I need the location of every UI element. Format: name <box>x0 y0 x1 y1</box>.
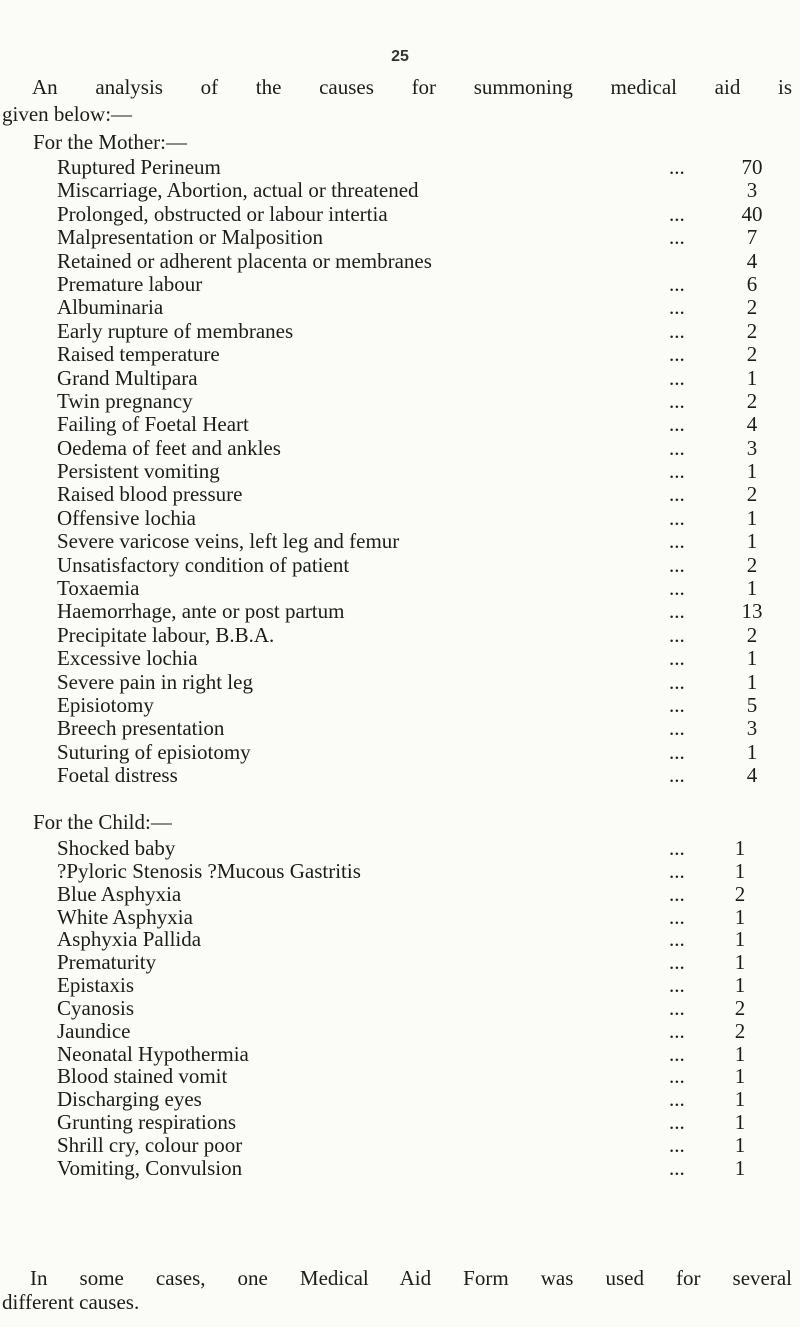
mother-cause-row <box>57 179 772 202</box>
child-cause-row: Shocked baby ... 1 <box>57 837 772 860</box>
child-section-heading: For the Child:— <box>33 810 172 834</box>
cause-label: Persistent vomiting <box>57 459 220 484</box>
child-cause-row: ?Pyloric Stenosis ?Mucous Gastritis ... 1 <box>57 860 772 883</box>
cause-count: 1 <box>734 973 746 998</box>
cause-count: 5 <box>746 692 758 717</box>
cause-label: Neonatal Hypothermia <box>57 1041 249 1066</box>
cause-label: Retained or adherent placenta or membranes <box>57 248 432 273</box>
cause-label: Twin pregnancy <box>57 388 193 413</box>
cause-count: 1 <box>746 576 758 601</box>
cause-label: Failing of Foetal Heart <box>57 412 249 437</box>
mother-cause-row: Precipitate labour, B.B.A. ... 2 <box>57 624 772 647</box>
cause-count: 1 <box>734 927 746 952</box>
cause-label: Breech presentation <box>57 716 225 741</box>
cause-label: Premature labour <box>57 271 203 296</box>
cause-label: Albuminaria <box>57 295 164 320</box>
cause-label: Shocked baby <box>57 836 176 860</box>
cause-count: 1 <box>746 459 758 484</box>
cause-label: Epistaxis <box>57 973 134 998</box>
cause-label: Severe pain in right leg <box>57 669 253 694</box>
mother-section-heading: For the Mother:— <box>33 130 187 154</box>
cause-label: Grunting respirations <box>57 1110 237 1135</box>
mother-cause-row: Episiotomy ... 5 <box>57 694 772 717</box>
cause-count: 2 <box>734 995 746 1020</box>
note-line-2: different causes. <box>2 1290 140 1314</box>
cause-count: 3 <box>746 435 758 460</box>
note-line-1: In some cases, one Medical Aid Form was used for several <box>30 1266 792 1290</box>
cause-label: Vomiting, Convulsion <box>57 1155 243 1180</box>
cause-count: 2 <box>734 1018 746 1043</box>
mother-cause-row: Suturing of episiotomy ... 1 <box>57 741 772 764</box>
cause-label: Toxaemia <box>57 576 140 601</box>
cause-count: 1 <box>734 904 746 929</box>
mother-cause-row: Raised blood pressure ... 2 <box>57 483 772 506</box>
mother-cause-row: Toxaemia ... 1 <box>57 577 772 600</box>
cause-label: Raised temperature <box>57 342 220 367</box>
child-cause-row: Shrill cry, colour poor ... 1 <box>57 1134 772 1157</box>
child-cause-row: Asphyxia Pallida ... 1 <box>57 928 772 951</box>
mother-cause-row: Excessive lochia ... 1 <box>57 647 772 670</box>
child-cause-row: Cyanosis ... 2 <box>57 997 772 1020</box>
cause-label: Haemorrhage, ante or post partum <box>57 599 345 624</box>
cause-count: 1 <box>746 505 758 530</box>
cause-count: 40 <box>741 201 763 226</box>
mother-cause-row: Failing of Foetal Heart ... 4 <box>57 413 772 436</box>
footnote-paragraph <box>2 1266 792 1314</box>
cause-count: 1 <box>734 1087 746 1112</box>
cause-count: 1 <box>734 1064 746 1089</box>
mother-cause-row: Grand Multipara ... 1 <box>57 367 772 390</box>
child-cause-row: Grunting respirations ... 1 <box>57 1111 772 1134</box>
mother-cause-row: Early rupture of membranes ... 2 <box>57 320 772 343</box>
cause-label: Episiotomy <box>57 692 154 717</box>
cause-label: White Asphyxia <box>57 904 193 929</box>
cause-count: 13 <box>741 599 763 624</box>
cause-label: Cyanosis <box>57 995 135 1020</box>
cause-count: 3 <box>746 716 758 741</box>
cause-count: 7 <box>746 225 758 250</box>
intro-line-1: An analysis of the causes for summoning medical aid is <box>32 75 792 99</box>
cause-count: 1 <box>734 1132 746 1157</box>
cause-count: 2 <box>734 881 746 906</box>
mother-cause-row: Albuminaria ... 2 <box>57 296 772 319</box>
cause-count: 1 <box>734 1041 746 1066</box>
cause-label: Offensive lochia <box>57 505 196 530</box>
cause-label: Discharging eyes <box>57 1087 202 1112</box>
cause-label: Unsatisfactory condition of patient <box>57 552 350 577</box>
child-cause-row: Discharging eyes ... 1 <box>57 1088 772 1111</box>
cause-count: 2 <box>746 482 758 507</box>
child-cause-row: Jaundice ... 2 <box>57 1020 772 1043</box>
cause-label: Suturing of episiotomy <box>57 739 251 764</box>
cause-label: Severe varicose veins, left leg and femur <box>57 529 400 554</box>
mother-cause-row: Persistent vomiting ... 1 <box>57 460 772 483</box>
cause-count: 4 <box>746 248 758 273</box>
cause-count: 1 <box>746 529 758 554</box>
cause-count: 1 <box>734 1155 746 1180</box>
mother-cause-row <box>57 250 772 273</box>
mother-cause-row: Ruptured Perineum ... 70 <box>57 156 772 179</box>
cause-label: Oedema of feet and ankles <box>57 435 281 460</box>
child-cause-row: Epistaxis ... 1 <box>57 974 772 997</box>
cause-count: 2 <box>746 295 758 320</box>
cause-label: Shrill cry, colour poor <box>57 1132 243 1157</box>
cause-label: Excessive lochia <box>57 646 198 671</box>
cause-count: 1 <box>734 858 746 883</box>
child-cause-row: Blue Asphyxia ... 2 <box>57 883 772 906</box>
intro-line-2: given below:— <box>2 102 133 126</box>
cause-label: Prolonged, obstructed or labour intertia <box>57 201 388 226</box>
cause-count: 1 <box>734 836 746 860</box>
cause-count: 1 <box>746 669 758 694</box>
mother-cause-row: Severe pain in right leg ... 1 <box>57 671 772 694</box>
cause-count: 2 <box>746 622 758 647</box>
cause-count: 1 <box>746 739 758 764</box>
cause-label: Blood stained vomit <box>57 1064 228 1089</box>
child-cause-list <box>57 837 772 1180</box>
cause-label: ?Pyloric Stenosis ?Mucous Gastritis <box>57 858 361 883</box>
cause-count: 1 <box>734 950 746 975</box>
child-cause-row: White Asphyxia ... 1 <box>57 906 772 929</box>
cause-label: Blue Asphyxia <box>57 881 182 906</box>
child-cause-row: Prematurity ... 1 <box>57 951 772 974</box>
cause-count: 2 <box>746 342 758 367</box>
mother-cause-list <box>57 156 772 788</box>
cause-count: 1 <box>746 646 758 671</box>
cause-count: 2 <box>746 388 758 413</box>
cause-label: Miscarriage, Abortion, actual or threatened <box>57 178 419 203</box>
mother-cause-row: Offensive lochia ... 1 <box>57 507 772 530</box>
cause-count: 6 <box>746 271 758 296</box>
mother-cause-row: Haemorrhage, ante or post partum ... 13 <box>57 600 772 623</box>
cause-label: Early rupture of membranes <box>57 318 294 343</box>
cause-label: Malpresentation or Malposition <box>57 225 323 250</box>
child-cause-row: Vomiting, Convulsion ... 1 <box>57 1157 772 1180</box>
child-cause-row: Blood stained vomit ... 1 <box>57 1065 772 1088</box>
mother-cause-row: Oedema of feet and ankles ... 3 <box>57 437 772 460</box>
mother-cause-row: Foetal distress ... 4 <box>57 764 772 787</box>
cause-label: Jaundice <box>57 1018 131 1043</box>
mother-cause-row: Breech presentation ... 3 <box>57 717 772 740</box>
cause-label: Foetal distress <box>57 763 178 788</box>
mother-cause-row: Unsatisfactory condition of patient ... 2 <box>57 554 772 577</box>
mother-cause-row: Prolonged, obstructed or labour intertia ... 40 <box>57 203 772 226</box>
mother-cause-row: Raised temperature ... 2 <box>57 343 772 366</box>
cause-count: 4 <box>746 412 758 437</box>
cause-count: 70 <box>741 155 763 179</box>
cause-label: Ruptured Perineum <box>57 155 221 179</box>
page-number: 25 <box>391 48 409 65</box>
cause-count: 2 <box>746 552 758 577</box>
mother-cause-row: Severe varicose veins, left leg and femur ... 1 <box>57 530 772 553</box>
cause-label: Raised blood pressure <box>57 482 243 507</box>
cause-count: 1 <box>746 365 758 390</box>
mother-cause-row: Twin pregnancy ... 2 <box>57 390 772 413</box>
cause-label: Prematurity <box>57 950 157 975</box>
mother-cause-row: Malpresentation or Malposition ... 7 <box>57 226 772 249</box>
cause-count: 3 <box>746 178 758 203</box>
cause-count: 4 <box>746 763 758 788</box>
cause-label: Grand Multipara <box>57 365 198 390</box>
child-cause-row: Neonatal Hypothermia ... 1 <box>57 1043 772 1066</box>
cause-label: Precipitate labour, B.B.A. <box>57 622 275 647</box>
intro-paragraph <box>2 74 792 128</box>
cause-count: 2 <box>746 318 758 343</box>
cause-label: Asphyxia Pallida <box>57 927 202 952</box>
mother-cause-row: Premature labour ... 6 <box>57 273 772 296</box>
cause-count: 1 <box>734 1110 746 1135</box>
